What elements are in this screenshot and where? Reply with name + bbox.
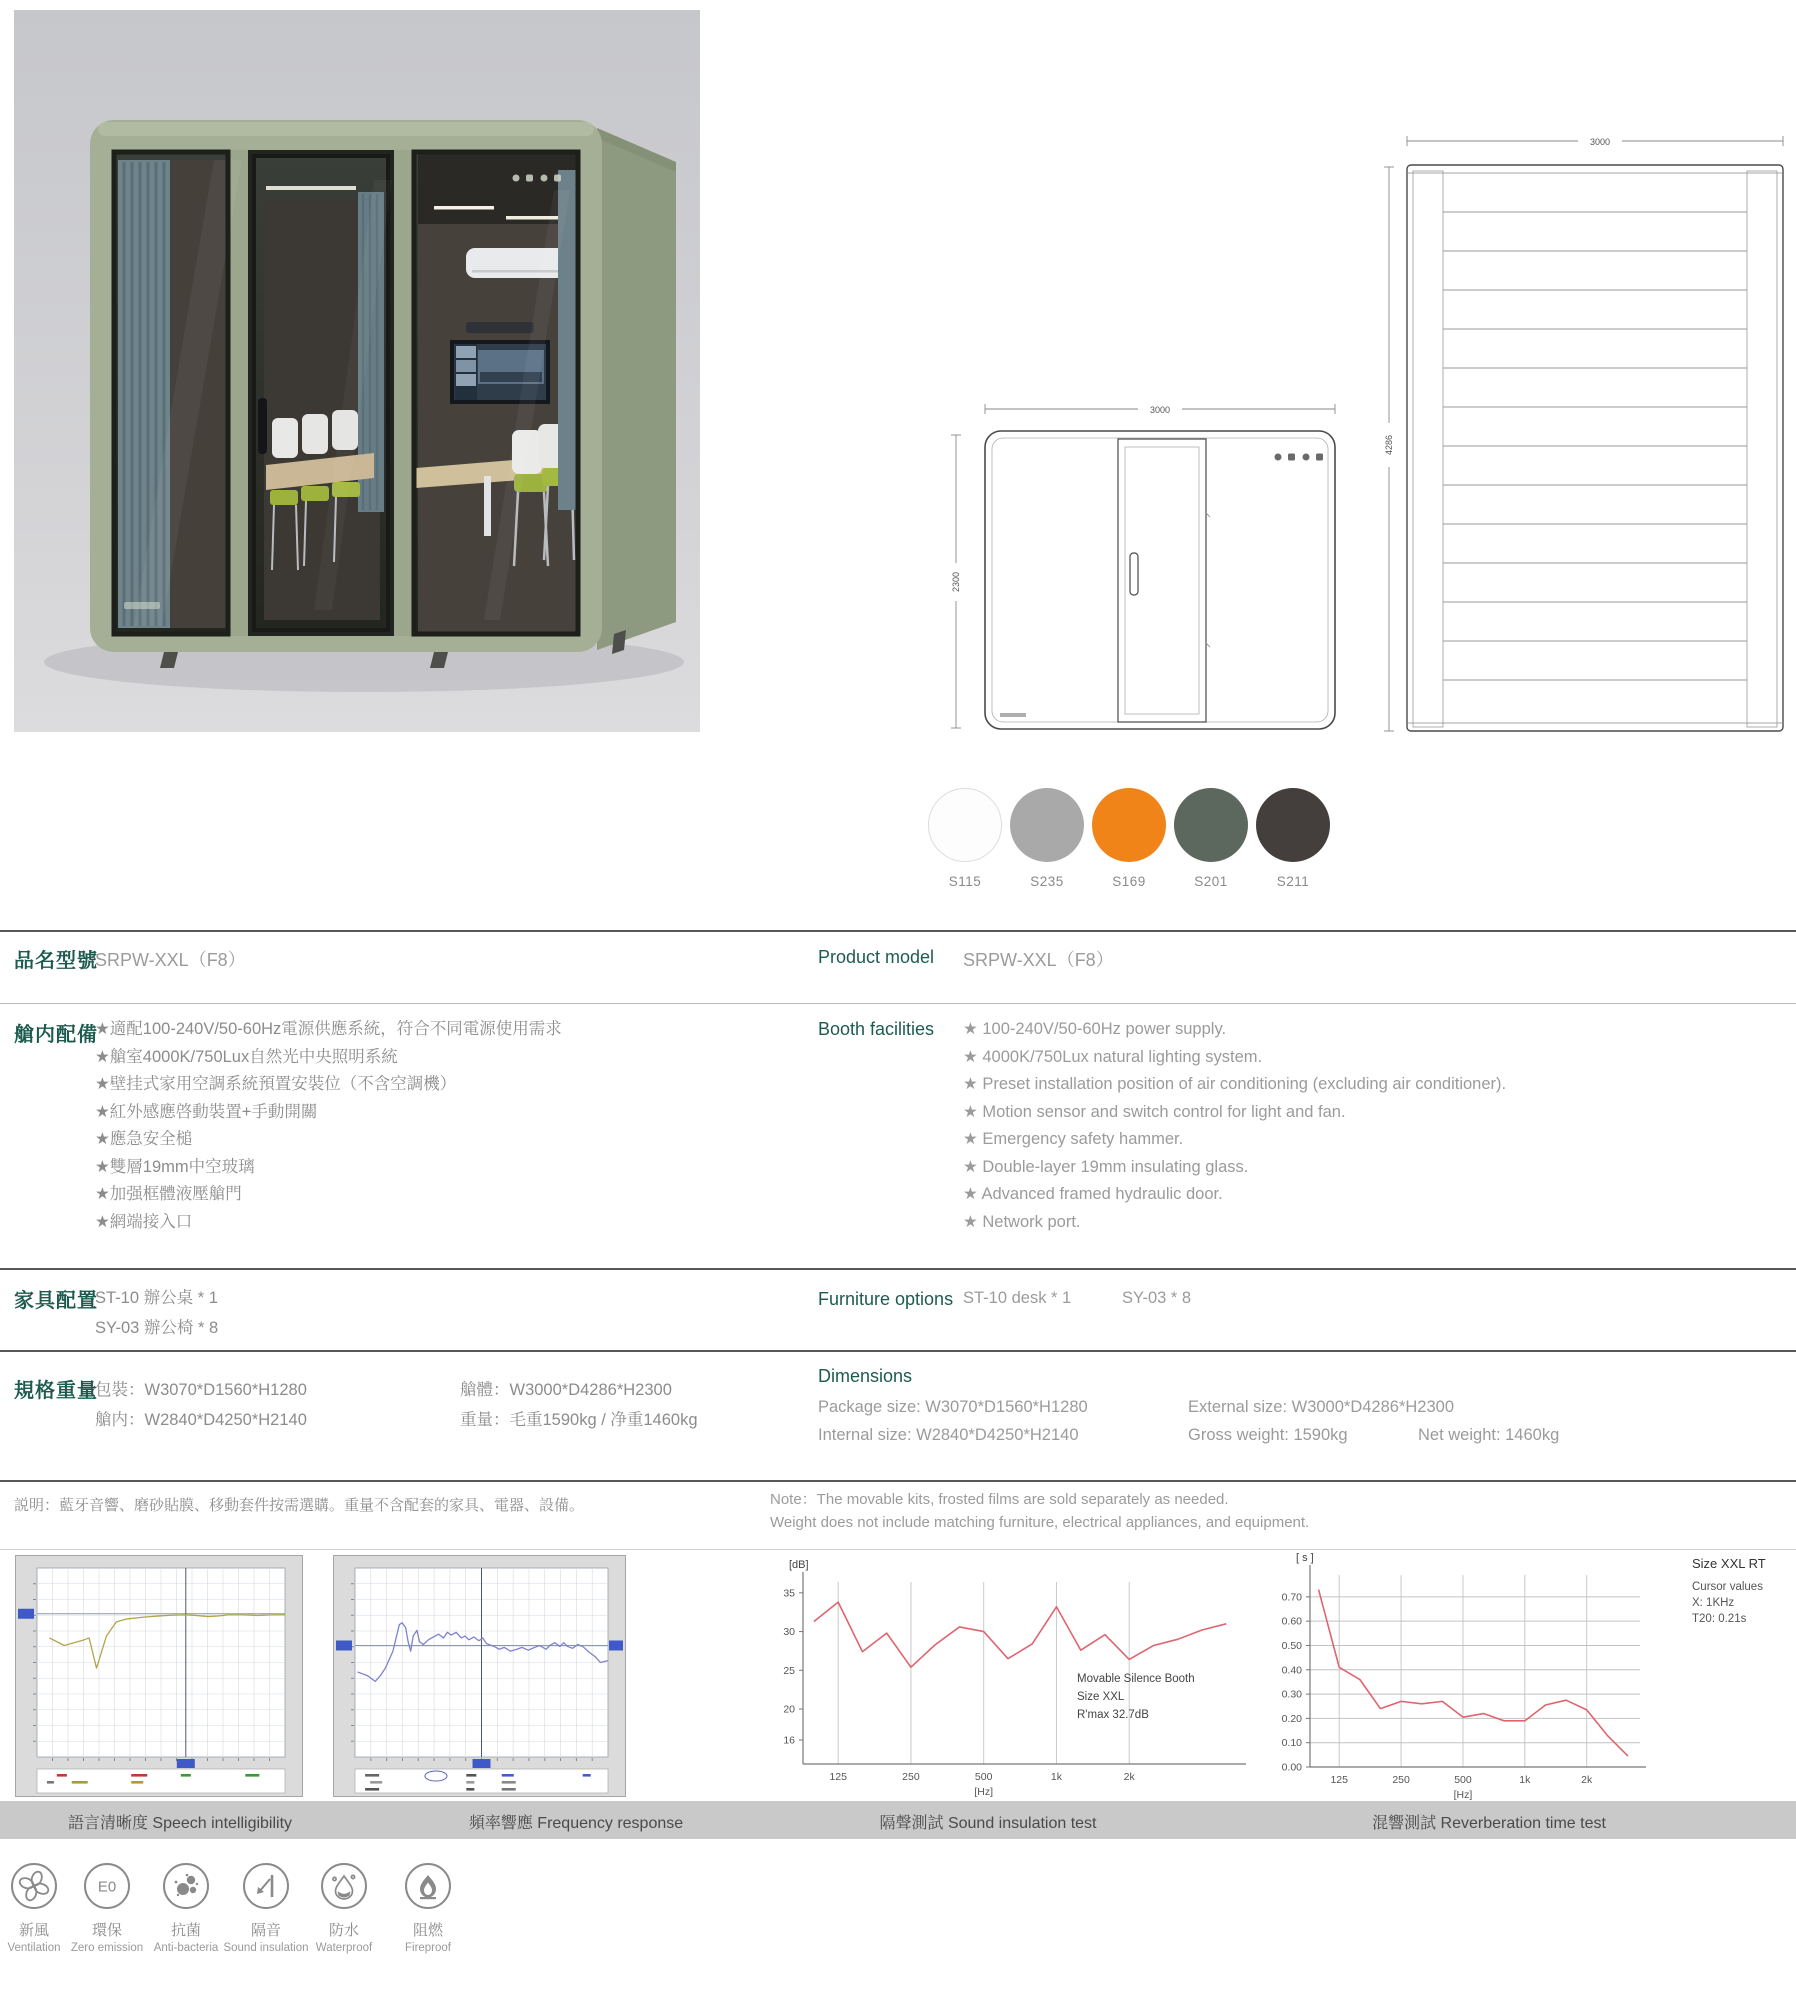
svg-text:R'max 32.7dB: R'max 32.7dB (1077, 1709, 1149, 1721)
svg-text:250: 250 (1392, 1774, 1410, 1786)
svg-text:Size XXL: Size XXL (1077, 1691, 1125, 1703)
plan-outline (1407, 165, 1783, 731)
facility-item: ★紅外感應啓動裝置+手動開關 (95, 1102, 318, 1121)
drawing-badge-icons (1275, 454, 1324, 461)
svg-text:125: 125 (1330, 1774, 1348, 1786)
cert-label-en: Ventilation (7, 1942, 61, 1954)
svg-text:16: 16 (783, 1734, 795, 1747)
reverberation-time-chart (1255, 1548, 1796, 1800)
svg-text:0.40: 0.40 (1281, 1664, 1302, 1677)
facilities-list-zh (95, 1016, 562, 1236)
svg-text:2k: 2k (1123, 1771, 1135, 1783)
divider (0, 1350, 1796, 1352)
facility-item: ★壁挂式家用空調系統預置安裝位（不含空調機） (95, 1075, 457, 1093)
chart-caption: 混響測試 Reverberation time test (1372, 1815, 1606, 1832)
ceiling-light (434, 206, 494, 210)
svg-text:0.10: 0.10 (1281, 1737, 1302, 1750)
svg-text:[ s ]: [ s ] (1296, 1552, 1314, 1564)
swatch-code: S115 (948, 874, 982, 889)
door-handle (1130, 553, 1138, 595)
cert-label-zh: 抗菌 (170, 1922, 201, 1939)
chart-caption: 隔聲測試 Sound insulation test (879, 1815, 1097, 1832)
cert-label-zh: 新風 (18, 1922, 49, 1939)
plan-view-drawing (1375, 125, 1795, 743)
swatch-code: S211 (1276, 874, 1310, 889)
svg-text:35: 35 (783, 1587, 795, 1600)
facility-item: ★ 4000K/750Lux natural lighting system. (963, 1047, 1263, 1066)
note-en-line1: Note：The movable kits, frosted films are sold separately as needed. (770, 1491, 1229, 1508)
product-photo (14, 10, 700, 732)
weight-zh: 重量：毛重1590kg / 净重1460kg (460, 1411, 698, 1429)
dimensions-header-en: Dimensions (818, 1366, 913, 1386)
facilities-list-en (963, 1016, 1506, 1236)
net-weight-en: Net weight: 1460kg (1418, 1426, 1560, 1444)
svg-text:Size XXL RT: Size XXL RT (1692, 1556, 1766, 1571)
plan-width-dim: 3000 (1589, 137, 1611, 147)
svg-text:0.30: 0.30 (1281, 1688, 1302, 1701)
cert-label-zh: 阻燃 (412, 1922, 443, 1939)
product-model-value-en: SRPW-XXL（F8） (963, 950, 1114, 970)
furniture-item: SY-03 辦公椅 * 8 (95, 1319, 219, 1337)
speech-intelligibility-chart (15, 1555, 303, 1797)
svg-text:X: 1KHz: X: 1KHz (1692, 1597, 1735, 1609)
svg-text:500: 500 (1454, 1774, 1472, 1786)
plan-depth-dim: 4286 (1384, 434, 1394, 456)
svg-text:0.50: 0.50 (1281, 1639, 1302, 1652)
svg-text:T20: 0.21s: T20: 0.21s (1692, 1613, 1747, 1625)
cert-label-en: Fireproof (404, 1942, 452, 1954)
front-elevation-drawing (940, 395, 1350, 743)
cert-item-fireproof (358, 1862, 498, 1954)
svg-text:125: 125 (829, 1771, 847, 1783)
color-swatch (1174, 788, 1248, 889)
swatch-dot-S115 (928, 788, 1002, 862)
color-swatch-list (928, 788, 1330, 889)
swatch-code: S235 (1030, 874, 1064, 889)
swatch-dot-S235 (1010, 788, 1084, 862)
facility-item: ★適配100-240V/50-60Hz電源供應系統，符合不同電源使用需求 (95, 1020, 562, 1038)
chair-seat (270, 490, 298, 505)
facility-item: ★ Preset installation position of air conditioning (excluding air conditioner). (963, 1075, 1507, 1093)
color-swatch (1092, 788, 1166, 889)
color-swatch (1010, 788, 1084, 889)
svg-text:30: 30 (783, 1626, 795, 1639)
svg-text:2k: 2k (1581, 1774, 1593, 1786)
facility-item: ★加强框體液壓艙門 (95, 1185, 242, 1203)
facilities-label-en: Booth facilities (818, 1019, 935, 1039)
front-height-dim: 2300 (951, 571, 961, 593)
svg-text:25: 25 (783, 1664, 795, 1677)
svg-text:E0: E0 (97, 1878, 117, 1896)
facilities-label-zh: 艙内配備 (14, 1024, 98, 1046)
svg-text:[Hz]: [Hz] (974, 1786, 994, 1798)
cert-label-en: Zero emission (70, 1942, 144, 1954)
front-width-dim: 3000 (1149, 405, 1171, 415)
booth-outline (985, 431, 1335, 729)
cert-label-en: Anti-bacteria (153, 1942, 219, 1954)
note-zh: 説明：藍牙音響、磨砂貼膜、移動套件按需選購。重量不含配套的家具、電器、設備。 (14, 1497, 585, 1514)
svg-text:[dB]: [dB] (789, 1559, 809, 1571)
door-handle (258, 398, 267, 454)
furniture-label-zh: 家具配置 (14, 1290, 98, 1312)
facility-item: ★ Advanced framed hydraulic door. (963, 1185, 1223, 1203)
dimension-lines (951, 404, 1335, 728)
external-size-en: External size: W3000*D4286*H2300 (1188, 1398, 1454, 1416)
svg-text:Movable Silence Booth: Movable Silence Booth (1077, 1673, 1195, 1685)
divider (0, 1480, 1796, 1482)
furniture-item: ST-10 辦公桌 * 1 (95, 1289, 218, 1307)
svg-text:0.70: 0.70 (1281, 1591, 1302, 1604)
video-bar (466, 322, 534, 333)
ceiling-light (266, 186, 356, 190)
facility-item: ★雙層19mm中空玻璃 (95, 1157, 255, 1176)
frequency-response-chart (333, 1555, 626, 1797)
facility-item: ★應急安全槌 (95, 1130, 193, 1148)
internal-size-en: Internal size: W2840*D4250*H2140 (818, 1426, 1079, 1444)
facility-item: ★ Motion sensor and switch control for light and fan. (963, 1102, 1346, 1121)
package-size-zh: 包裝：W3070*D1560*H1280 (95, 1381, 307, 1399)
svg-text:0.20: 0.20 (1281, 1712, 1302, 1725)
facility-item: ★ Network port. (963, 1212, 1081, 1231)
divider (0, 930, 1796, 932)
swatch-dot-S211 (1256, 788, 1330, 862)
svg-text:500: 500 (974, 1771, 993, 1783)
chair (272, 418, 298, 458)
furniture-label-en: Furniture options (818, 1289, 954, 1309)
table-leg (484, 476, 491, 536)
svg-text:20: 20 (783, 1703, 795, 1716)
booth-side-panel (597, 128, 676, 650)
chart-caption: 語言清晰度 Speech intelligibility (67, 1815, 293, 1832)
svg-text:Cursor values: Cursor values (1692, 1581, 1763, 1593)
swatch-dot-S201 (1174, 788, 1248, 862)
chart-caption-band (0, 1801, 1796, 1839)
divider (0, 1003, 1796, 1004)
swatch-code: S201 (1194, 874, 1228, 889)
drawing-logo-mark (1000, 713, 1026, 717)
certification-icon-row (0, 1862, 520, 1982)
color-swatch (1256, 788, 1330, 889)
product-model-label-zh: 品名型號 (14, 950, 98, 972)
furniture-item-en: ST-10 desk * 1 (963, 1289, 1072, 1307)
facility-item: ★網端接入口 (95, 1212, 193, 1231)
door-outline (1118, 439, 1206, 722)
product-model-label-en: Product model (818, 947, 935, 967)
fireproof-icon (404, 1862, 452, 1910)
brand-logo-mark (124, 602, 160, 609)
svg-text:[Hz]: [Hz] (1453, 1789, 1473, 1800)
sound-insulation-chart (745, 1552, 1250, 1800)
chart-caption: 頻率響應 Frequency response (468, 1815, 684, 1832)
cert-label-zh: 環保 (91, 1922, 122, 1939)
cert-label-en: Waterproof (315, 1942, 373, 1954)
svg-text:250: 250 (902, 1771, 920, 1783)
cert-label-zh: 隔音 (250, 1922, 281, 1939)
divider (0, 1268, 1796, 1270)
svg-text:1k: 1k (1519, 1774, 1531, 1786)
facility-item: ★ Double-layer 19mm insulating glass. (963, 1157, 1249, 1176)
svg-text:0.60: 0.60 (1281, 1615, 1302, 1628)
svg-text:1k: 1k (1050, 1771, 1063, 1783)
cert-label-zh: 防水 (328, 1922, 359, 1939)
cert-label-en: Sound insulation (223, 1942, 309, 1954)
product-model-value-zh: SRPW-XXL（F8） (95, 950, 246, 970)
color-swatch (928, 788, 1002, 889)
dimensions-label-zh: 規格重量 (14, 1380, 98, 1402)
furniture-item-en: SY-03 * 8 (1122, 1289, 1192, 1307)
internal-size-zh: 艙内：W2840*D4250*H2140 (95, 1411, 307, 1429)
swatch-dot-S169 (1092, 788, 1166, 862)
note-en-line2: Weight does not include matching furniture, electrical appliances, and equipment. (770, 1514, 1310, 1531)
swatch-code: S169 (1112, 874, 1146, 889)
facility-item: ★艙室4000K/750Lux自然光中央照明系統 (95, 1047, 398, 1066)
package-size-en: Package size: W3070*D1560*H1280 (818, 1398, 1088, 1416)
external-size-zh: 艙體：W3000*D4286*H2300 (460, 1381, 672, 1399)
furniture-list-zh (95, 1283, 218, 1343)
gross-weight-en: Gross weight: 1590kg (1188, 1426, 1348, 1444)
svg-text:0.00: 0.00 (1281, 1761, 1302, 1774)
facility-item: ★ 100-240V/50-60Hz power supply. (963, 1020, 1227, 1038)
facility-item: ★ Emergency safety hammer. (963, 1130, 1184, 1148)
